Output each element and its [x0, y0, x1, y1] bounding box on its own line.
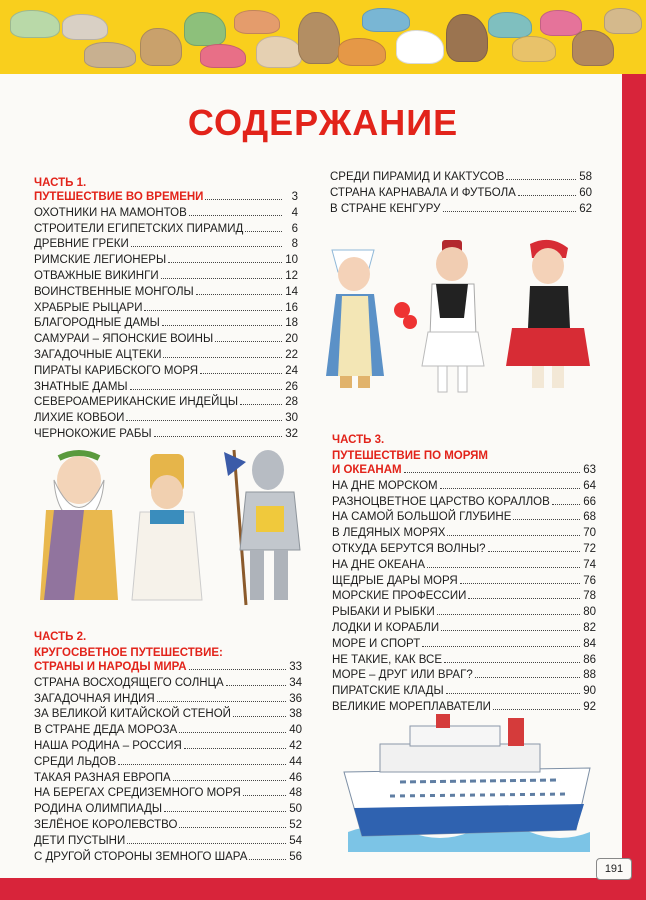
toc-entry	[332, 526, 596, 542]
toc-dot-leader	[162, 325, 282, 326]
toc-entry-title: ЩЕДРЫЕ ДАРЫ МОРЯ	[332, 574, 458, 587]
toc-entry-title: ПИРАТЫ КАРИБСКОГО МОРЯ	[34, 364, 199, 377]
shoe-icon	[396, 30, 444, 64]
toc-dot-leader	[161, 278, 282, 279]
toc-dot-leader	[157, 701, 286, 702]
part2-label	[34, 630, 223, 661]
toc-dot-leader	[518, 195, 576, 196]
toc-entry-title: СТРАНЫ И НАРОДЫ МИРА	[34, 661, 187, 673]
toc-entry	[332, 542, 596, 558]
toc-entry-page: 78	[583, 590, 596, 603]
part3-number: ЧАСТЬ 3.	[332, 434, 385, 446]
cruise-ship-illustration	[340, 712, 596, 852]
toc-entry-title: СРЕДИ ПИРАМИД И КАКТУСОВ	[330, 171, 505, 183]
toc-entry-title: НА ДНЕ ОКЕАНА	[332, 558, 426, 571]
toc-entry-title: РЫБАКИ И РЫБКИ	[332, 606, 435, 619]
toc-entry-page: 66	[583, 495, 596, 508]
toc-entry-page: 84	[583, 637, 596, 650]
toc-dot-leader	[205, 199, 282, 200]
toc-entry	[34, 332, 298, 348]
toc-entry	[34, 739, 302, 755]
toc-entry-title: МОРЕ И СПОРТ	[332, 637, 421, 650]
toc-entry-title: ЗА ВЕЛИКОЙ КИТАЙСКОЙ СТЕНОЙ	[34, 708, 231, 721]
toc-entry-title: СТРАНА КАРНАВАЛА И ФУТБОЛА	[330, 186, 516, 199]
dutch-girl-figure	[326, 250, 417, 388]
toc-entry	[34, 834, 302, 850]
toc-entry-title: ОТВАЖНЫЕ ВИКИНГИ	[34, 269, 159, 282]
toc-entry	[34, 802, 302, 818]
toc-entry-page: 62	[579, 202, 592, 215]
toc-dot-leader	[118, 764, 286, 765]
toc-entry	[332, 589, 596, 605]
toc-entry-page: 3	[291, 191, 298, 203]
toc-dot-leader	[437, 614, 580, 615]
toc-dot-leader	[179, 732, 286, 733]
toc-entry	[34, 818, 302, 834]
toc-entry-page: 70	[583, 527, 596, 540]
shoe-icon	[234, 10, 280, 34]
toc-entry-page: 33	[289, 661, 302, 673]
toc-dot-leader	[513, 519, 580, 520]
part2-subtitle: КРУГОСВЕТНОЕ ПУТЕШЕСТВИЕ:	[34, 646, 223, 659]
toc-dot-leader	[245, 231, 282, 232]
toc-entry-page: 12	[285, 269, 298, 282]
sandal-icon	[362, 8, 410, 32]
toc-entry-title: СЕВЕРОАМЕРИКАНСКИЕ ИНДЕЙЦЫ	[34, 396, 239, 409]
shoe-icon	[84, 42, 136, 68]
toc-entry-page: 20	[285, 333, 298, 346]
shoe-icon	[338, 38, 386, 66]
knight-figure	[224, 450, 300, 605]
toc-dot-leader	[200, 373, 282, 374]
toc-entry-page: 54	[289, 834, 302, 847]
toc-entry-page: 74	[583, 558, 596, 571]
toc-entry	[332, 637, 596, 653]
part3-label	[332, 433, 488, 464]
toc-dot-leader	[427, 567, 580, 568]
toc-dot-leader	[189, 669, 286, 670]
toc-entry-title: НЕ ТАКИЕ, КАК ВСЕ	[332, 653, 443, 666]
toc-entry-title: ВОИНСТВЕННЫЕ МОНГОЛЫ	[34, 285, 194, 298]
toc-entry	[34, 380, 298, 396]
toc-entry-title: ЗАГАДОЧНАЯ ИНДИЯ	[34, 692, 155, 705]
toc-entry-page: 52	[289, 818, 302, 831]
part1-toc	[34, 190, 298, 443]
part2-number: ЧАСТЬ 2.	[34, 631, 87, 643]
toc-entry-page: 14	[285, 285, 298, 298]
shoe-icon	[10, 10, 60, 38]
toc-entry	[34, 850, 302, 866]
toc-entry	[34, 316, 298, 332]
toc-entry-title: РОДИНА ОЛИМПИАДЫ	[34, 803, 163, 816]
toc-entry	[34, 253, 298, 269]
shoe-icon	[604, 8, 642, 34]
toc-entry	[332, 574, 596, 590]
toc-entry-title: ПИРАТСКИЕ КЛАДЫ	[332, 685, 444, 698]
toc-dot-leader	[422, 646, 580, 647]
toc-entry-page: 48	[289, 787, 302, 800]
toc-entry-title: ХРАБРЫЕ РЫЦАРИ	[34, 301, 143, 314]
toc-entry	[34, 771, 302, 787]
toc-dot-leader	[460, 583, 580, 584]
toc-dot-leader	[154, 436, 282, 437]
toc-entry	[34, 692, 302, 708]
side-band	[622, 74, 646, 900]
toc-entry	[34, 707, 302, 723]
bottom-band	[0, 878, 646, 900]
toc-dot-leader	[144, 310, 282, 311]
toc-entry	[34, 364, 298, 380]
greek-boy-figure	[422, 240, 484, 392]
toc-entry	[330, 170, 592, 186]
toc-entry-page: 10	[285, 254, 298, 267]
toc-entry-page: 28	[285, 396, 298, 409]
toc-entry-title: РИМСКИЕ ЛЕГИОНЕРЫ	[34, 254, 167, 267]
toc-dot-leader	[243, 795, 286, 796]
boot-icon	[572, 30, 614, 66]
shoe-icon	[62, 14, 108, 40]
shoe-icon	[512, 36, 556, 62]
toc-entry-title: НА САМОЙ БОЛЬШОЙ ГЛУБИНЕ	[332, 511, 512, 524]
toc-entry-title: РАЗНОЦВЕТНОЕ ЦАРСТВО КОРАЛЛОВ	[332, 495, 550, 508]
shoe-icon	[540, 10, 582, 36]
toc-entry	[34, 237, 298, 253]
toc-entry-title: В ЛЕДЯНЫХ МОРЯХ	[332, 527, 446, 540]
toc-entry	[34, 285, 298, 301]
toc-entry-page: 46	[289, 771, 302, 784]
toc-dot-leader	[240, 404, 282, 405]
toc-entry-page: 92	[583, 700, 596, 713]
toc-entry-title: ЛИХИЕ КОВБОИ	[34, 412, 125, 425]
toc-entry	[34, 222, 298, 238]
toc-entry	[332, 479, 596, 495]
boot-icon	[140, 28, 182, 66]
toc-entry-page: 90	[583, 685, 596, 698]
toc-dot-leader	[444, 662, 580, 663]
part2-continued-toc	[330, 170, 592, 217]
toc-entry-page: 80	[583, 606, 596, 619]
toc-entry-page: 16	[285, 301, 298, 314]
toc-dot-leader	[249, 859, 286, 860]
toc-entry-page: 36	[289, 692, 302, 705]
greek-figure	[40, 453, 118, 600]
toc-entry-page: 38	[289, 708, 302, 721]
toc-entry-title: МОРСКИЕ ПРОФЕССИИ	[332, 590, 467, 603]
toc-entry-title: НА БЕРЕГАХ СРЕДИЗЕМНОГО МОРЯ	[34, 787, 241, 800]
toc-entry-title: СТРАНА ВОСХОДЯЩЕГО СОЛНЦА	[34, 676, 224, 689]
toc-entry-title: В СТРАНЕ КЕНГУРУ	[330, 202, 441, 215]
toc-entry-title: ОТКУДА БЕРУТСЯ ВОЛНЫ?	[332, 542, 486, 555]
toc-entry-page: 34	[289, 676, 302, 689]
toc-entry-title: ЛОДКИ И КОРАБЛИ	[332, 621, 440, 634]
toc-entry-page: 56	[289, 850, 302, 863]
toc-dot-leader	[130, 389, 282, 390]
toc-entry-page: 26	[285, 380, 298, 393]
toc-dot-leader	[446, 693, 580, 694]
toc-entry-page: 58	[579, 171, 592, 183]
toc-entry-page: 8	[291, 238, 298, 251]
toc-entry-page: 42	[289, 739, 302, 752]
toc-entry	[332, 668, 596, 684]
toc-entry-page: 50	[289, 803, 302, 816]
toc-entry	[332, 621, 596, 637]
toc-dot-leader	[488, 551, 580, 552]
toc-dot-leader	[226, 685, 286, 686]
page-number: 191	[596, 858, 632, 880]
toc-entry-page: 86	[583, 653, 596, 666]
toc-entry	[330, 202, 592, 218]
toc-entry-page: 64	[583, 479, 596, 492]
toc-entry-title: БЛАГОРОДНЫЕ ДАМЫ	[34, 317, 160, 330]
toc-entry	[34, 301, 298, 317]
toc-entry-title: МОРЕ – ДРУГ ИЛИ ВРАГ?	[332, 669, 473, 682]
toc-entry-page: 40	[289, 724, 302, 737]
toc-dot-leader	[493, 709, 580, 710]
part3-toc	[332, 463, 596, 716]
toc-entry-title: ЗНАТНЫЕ ДАМЫ	[34, 380, 128, 393]
toc-entry	[34, 269, 298, 285]
toc-dot-leader	[189, 215, 282, 216]
toc-dot-leader	[404, 472, 580, 473]
shoe-icon	[256, 36, 302, 68]
toc-dot-leader	[552, 504, 580, 505]
toc-dot-leader	[215, 341, 282, 342]
toc-entry	[332, 558, 596, 574]
toc-entry-page: 88	[583, 669, 596, 682]
toc-dot-leader	[447, 535, 580, 536]
toc-entry	[332, 605, 596, 621]
toc-entry	[34, 411, 298, 427]
toc-entry-title: ЧЕРНОКОЖИЕ РАБЫ	[34, 427, 152, 440]
toc-dot-leader	[440, 488, 580, 489]
toc-entry-page: 4	[291, 206, 298, 219]
toc-entry-page: 72	[583, 542, 596, 555]
toc-entry-title: ОХОТНИКИ НА МАМОНТОВ	[34, 206, 187, 219]
page-title: СОДЕРЖАНИЕ	[187, 102, 459, 143]
toc-entry-page: 24	[285, 364, 298, 377]
toc-entry	[332, 510, 596, 526]
boot-icon	[298, 12, 340, 64]
toc-dot-leader	[468, 598, 580, 599]
toc-dot-leader	[441, 630, 580, 631]
shoe-icon	[200, 44, 246, 68]
toc-entry-title: ТАКАЯ РАЗНАЯ ЕВРОПА	[34, 771, 171, 784]
toc-dot-leader	[179, 827, 286, 828]
toc-dot-leader	[131, 246, 282, 247]
toc-dot-leader	[163, 357, 282, 358]
toc-entry-page: 60	[579, 186, 592, 199]
toc-entry	[34, 190, 298, 206]
toc-entry-page: 22	[285, 348, 298, 361]
toc-entry-title: НА ДНЕ МОРСКОМ	[332, 479, 438, 492]
shoes-banner	[0, 0, 646, 74]
toc-dot-leader	[475, 677, 580, 678]
historical-characters-illustration	[24, 440, 314, 610]
toc-entry-page: 76	[583, 574, 596, 587]
toc-entry-page: 68	[583, 511, 596, 524]
toc-entry	[34, 723, 302, 739]
toc-entry	[34, 206, 298, 222]
toc-entry-page: 63	[583, 464, 596, 476]
toc-entry	[330, 186, 592, 202]
toc-entry-page: 18	[285, 317, 298, 330]
toc-entry	[34, 676, 302, 692]
toc-entry-page: 32	[285, 427, 298, 440]
toc-entry-title: С ДРУГОЙ СТОРОНЫ ЗЕМНОГО ШАРА	[34, 850, 248, 863]
toc-entry	[34, 395, 298, 411]
toc-dot-leader	[127, 843, 286, 844]
toc-entry-title: ДРЕВНИЕ ГРЕКИ	[34, 238, 129, 251]
part1-label: ЧАСТЬ 1.	[34, 177, 87, 189]
toc-entry-title: СТРОИТЕЛИ ЕГИПЕТСКИХ ПИРАМИД	[34, 222, 244, 235]
toc-entry-title: ПУТЕШЕСТВИЕ ВО ВРЕМЕНИ	[34, 191, 204, 203]
part2-toc	[34, 660, 302, 865]
toc-entry-title: И ОКЕАНАМ	[332, 464, 402, 476]
toc-dot-leader	[443, 211, 577, 212]
toc-entry-title: САМУРАИ – ЯПОНСКИЕ ВОИНЫ	[34, 333, 214, 346]
folk-costume-children-illustration	[318, 236, 598, 401]
toc-entry-title: ЗАГАДОЧНЫЕ АЦТЕКИ	[34, 348, 162, 361]
toc-dot-leader	[173, 780, 286, 781]
shoe-icon	[488, 12, 532, 38]
toc-entry	[34, 660, 302, 676]
toc-dot-leader	[168, 262, 282, 263]
toc-dot-leader	[164, 811, 286, 812]
toc-entry	[332, 684, 596, 700]
part3-subtitle: ПУТЕШЕСТВИЕ ПО МОРЯМ	[332, 449, 488, 462]
toc-entry-page: 6	[291, 222, 298, 235]
slavic-girl-figure	[506, 240, 590, 388]
toc-entry-title: ЗЕЛЁНОЕ КОРОЛЕВСТВО	[34, 818, 178, 831]
toc-entry-title: ВЕЛИКИЕ МОРЕПЛАВАТЕЛИ	[332, 700, 491, 713]
toc-entry	[34, 348, 298, 364]
toc-entry-page: 30	[285, 412, 298, 425]
toc-entry	[332, 653, 596, 669]
boot-icon	[446, 14, 488, 62]
egyptian-figure	[132, 454, 202, 600]
toc-entry	[332, 463, 596, 479]
toc-entry-title: НАША РОДИНА – РОССИЯ	[34, 739, 182, 752]
toc-dot-leader	[506, 179, 576, 180]
toc-entry-page: 44	[289, 755, 302, 768]
toc-entry	[34, 786, 302, 802]
toc-entry	[332, 495, 596, 511]
toc-dot-leader	[196, 294, 282, 295]
toc-entry-page: 82	[583, 621, 596, 634]
toc-dot-leader	[233, 716, 286, 717]
toc-dot-leader	[126, 420, 282, 421]
shoe-icon	[184, 12, 226, 46]
toc-entry-title: ДЕТИ ПУСТЫНИ	[34, 834, 126, 847]
toc-entry	[34, 755, 302, 771]
toc-entry-title: СРЕДИ ЛЬДОВ	[34, 755, 117, 768]
toc-dot-leader	[184, 748, 286, 749]
toc-entry-title: В СТРАНЕ ДЕДА МОРОЗА	[34, 724, 178, 737]
